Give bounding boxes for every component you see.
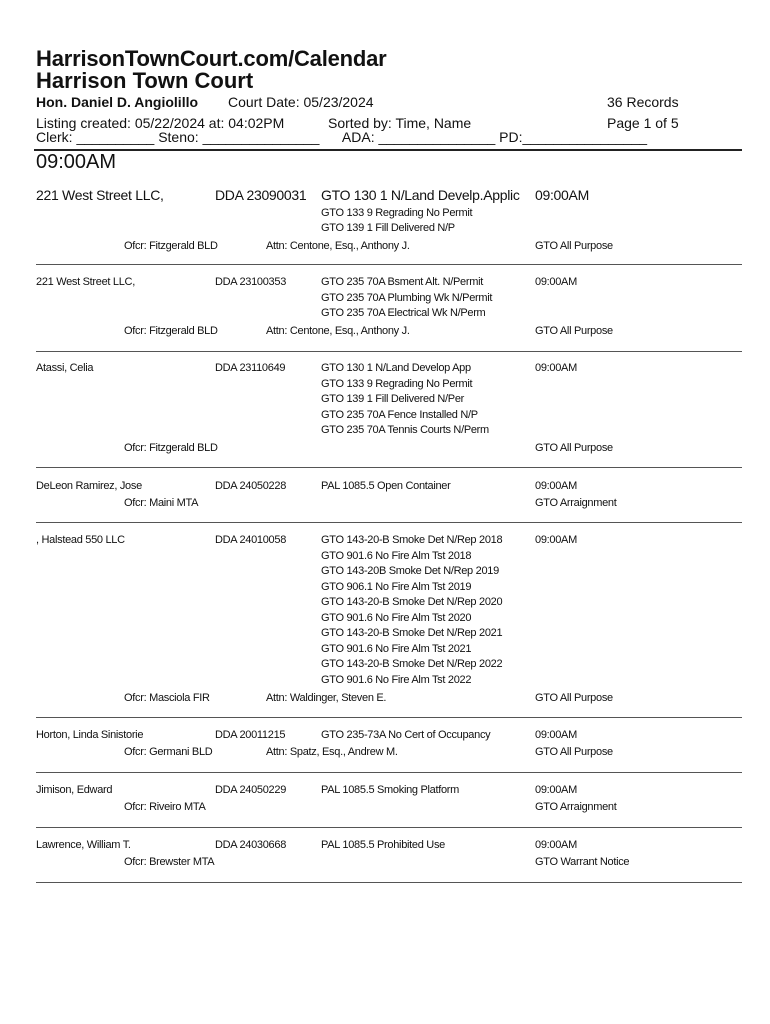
docket-number: DDA 23100353 <box>215 276 287 288</box>
officer-info: Ofcr: Fitzgerald BLD <box>124 240 218 252</box>
charge-line: GTO 906.1 No Fire Alm Tst 2019 <box>321 580 472 593</box>
case-purpose: GTO All Purpose <box>535 240 613 252</box>
charge-line: GTO 901.6 No Fire Alm Tst 2018 <box>321 549 472 562</box>
case-purpose: GTO All Purpose <box>535 746 613 758</box>
charge-line: GTO 143-20-B Smoke Det N/Rep 2022 <box>321 658 503 670</box>
attorney-info: Attn: Centone, Esq., Anthony J. <box>266 240 410 252</box>
docket-number: DDA 24050228 <box>215 480 287 492</box>
case-time: 09:00AM <box>535 784 577 796</box>
officer-info: Ofcr: Riveiro MTA <box>124 801 206 813</box>
court-date: Court Date: 05/23/2024 <box>228 94 374 110</box>
sort-order: Sorted by: Time, Name <box>328 115 472 131</box>
officer-info: Ofcr: Germani BLD <box>124 746 213 758</box>
defendant-name: 221 West Street LLC, <box>36 276 135 288</box>
officer-info: Ofcr: Fitzgerald BLD <box>124 442 218 454</box>
docket-number: DDA 23090031 <box>215 187 307 203</box>
defendant-name: Horton, Linda Sinistorie <box>36 729 144 741</box>
officer-info: Ofcr: Fitzgerald BLD <box>124 325 218 337</box>
charge-line: PAL 1085.5 Smoking Platform <box>321 784 460 796</box>
defendant-name: DeLeon Ramirez, Jose <box>36 480 142 492</box>
case-divider <box>36 717 742 718</box>
case-divider <box>36 882 742 883</box>
officer-info: Ofcr: Brewster MTA <box>124 856 215 868</box>
defendant-name: Atassi, Celia <box>36 362 94 374</box>
charge-line: GTO 235 70A Plumbing Wk N/Permit <box>321 291 493 304</box>
defendant-name: Lawrence, William T. <box>36 839 131 851</box>
defendant-name: 221 West Street LLC, <box>36 187 164 203</box>
charge-line: GTO 130 1 N/Land Develp.Applic <box>321 187 520 203</box>
attorney-info: Attn: Centone, Esq., Anthony J. <box>266 325 410 337</box>
case-divider <box>36 467 742 468</box>
case-divider <box>36 827 742 828</box>
case-purpose: GTO Warrant Notice <box>535 856 630 868</box>
case-time: 09:00AM <box>535 187 589 203</box>
charge-line: GTO 901.6 No Fire Alm Tst 2020 <box>321 611 472 624</box>
charge-line: GTO 235 70A Electrical Wk N/Perm <box>321 307 486 319</box>
case-time: 09:00AM <box>535 362 577 374</box>
charge-line: GTO 143-20-B Smoke Det N/Rep 2018 <box>321 534 503 546</box>
record-count: 36 Records <box>607 94 679 110</box>
staff-line: Clerk: __________ Steno: _______________ ADA: _______________ PD:________________ <box>36 129 648 145</box>
case-purpose: GTO Arraignment <box>535 497 617 509</box>
listing-created: Listing created: 05/22/2024 at: 04:02PM <box>36 115 285 131</box>
case-time: 09:00AM <box>535 276 577 288</box>
site-title: HarrisonTownCourt.com/Calendar <box>36 46 387 71</box>
defendant-name: , Halstead 550 LLC <box>36 534 125 546</box>
charge-line: GTO 133 9 Regrading No Permit <box>321 206 473 219</box>
charge-line: GTO 130 1 N/Land Develop App <box>321 362 471 374</box>
docket-number: DDA 24010058 <box>215 534 287 546</box>
case-divider <box>36 264 742 265</box>
attorney-info: Attn: Spatz, Esq., Andrew M. <box>266 746 398 758</box>
charge-line: GTO 139 1 Fill Delivered N/P <box>321 222 455 234</box>
case-time: 09:00AM <box>535 729 577 741</box>
case-purpose: GTO Arraignment <box>535 801 617 813</box>
charge-line: GTO 235-73A No Cert of Occupancy <box>321 729 491 741</box>
court-name: Harrison Town Court <box>36 68 254 93</box>
docket-number: DDA 24050229 <box>215 784 287 796</box>
officer-info: Ofcr: Maini MTA <box>124 497 199 509</box>
defendant-name: Jimison, Edward <box>36 784 113 796</box>
charge-line: GTO 143-20-B Smoke Det N/Rep 2021 <box>321 627 503 639</box>
charge-line: PAL 1085.5 Prohibited Use <box>321 839 445 851</box>
case-time: 09:00AM <box>535 839 577 851</box>
officer-info: Ofcr: Masciola FIR <box>124 691 210 704</box>
attorney-info: Attn: Waldinger, Steven E. <box>266 691 387 704</box>
docket-number: DDA 20011215 <box>215 729 286 741</box>
docket-number: DDA 23110649 <box>215 362 286 374</box>
charge-line: GTO 235 70A Fence Installed N/P <box>321 408 478 421</box>
charge-line: GTO 901.6 No Fire Alm Tst 2021 <box>321 642 472 655</box>
charge-line: PAL 1085.5 Open Container <box>321 480 451 492</box>
docket-number: DDA 24030668 <box>215 839 287 851</box>
case-purpose: GTO All Purpose <box>535 691 613 704</box>
case-time: 09:00AM <box>535 534 577 546</box>
case-divider <box>36 772 742 773</box>
case-divider <box>36 522 742 523</box>
case-purpose: GTO All Purpose <box>535 442 613 454</box>
time-heading: 09:00AM <box>36 151 117 173</box>
charge-line: GTO 133 9 Regrading No Permit <box>321 377 473 390</box>
charge-line: GTO 235 70A Bsment Alt. N/Permit <box>321 276 483 288</box>
charge-line: GTO 143-20-B Smoke Det N/Rep 2020 <box>321 596 503 608</box>
header-divider <box>34 149 742 151</box>
charge-line: GTO 901.6 No Fire Alm Tst 2022 <box>321 673 472 686</box>
page-number: Page 1 of 5 <box>607 115 679 131</box>
judge-name: Hon. Daniel D. Angiolillo <box>36 94 199 110</box>
charge-line: GTO 143-20B Smoke Det N/Rep 2019 <box>321 565 499 577</box>
charge-line: GTO 139 1 Fill Delivered N/Per <box>321 393 465 405</box>
case-time: 09:00AM <box>535 480 577 492</box>
case-divider <box>36 351 742 352</box>
charge-line: GTO 235 70A Tennis Courts N/Perm <box>321 424 489 436</box>
case-purpose: GTO All Purpose <box>535 325 613 337</box>
